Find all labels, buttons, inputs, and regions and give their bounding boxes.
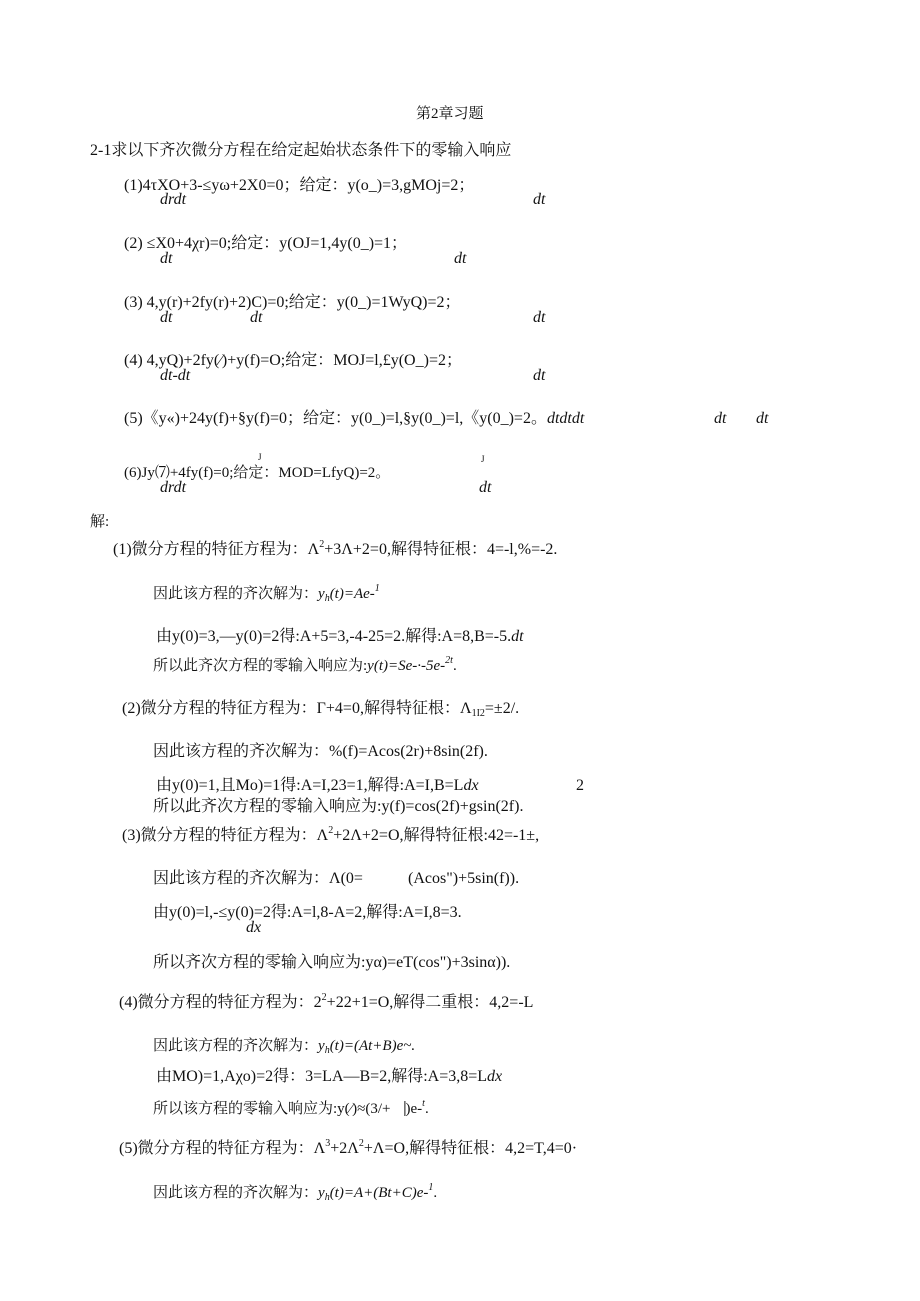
- solution-5-homogeneous: [153, 1183, 437, 1203]
- solution-1-initial-derivative: dt: [511, 628, 524, 645]
- solution-3-response: 所以齐次方程的零输入响应为:yα)=eT(cos")+3sinα)).: [153, 954, 511, 971]
- solution-1-text-2: +3Λ+2=0,解得特征根：4=-l,%=-2.: [324, 541, 558, 558]
- solution-2-number: 2: [576, 777, 584, 794]
- solution-1-initial-text: 由y(0)=3,—y(0)=2得:A+5=3,-4-25=2.解得:A=8,B=-5.: [156, 628, 512, 645]
- solution-4-homogeneous-eq-2: (t)=(At+B)e~.: [329, 1038, 416, 1054]
- solution-4-homogeneous-text: 因此该方程的齐次解为：: [153, 1038, 319, 1054]
- solution-4-response: [153, 1099, 429, 1119]
- problem-4-derivative-2: dt: [533, 367, 546, 384]
- problem-1: (1)4τXO+3-≤yω+2X0=0；给定：y(o_)=3,gMOj=2；: [124, 177, 475, 194]
- solution-1-text: (1)微分方程的特征方程为：Λ: [113, 541, 320, 558]
- solution-5-exponent: 3: [325, 1138, 331, 1149]
- solution-label: 解:: [90, 514, 110, 530]
- solution-4-response-sup: t: [422, 1098, 425, 1109]
- problem-6: (6)Jy⑺+4fy(f)=0;给定：MOD=LfyQ)=2。: [124, 465, 391, 481]
- problem-6-derivative: drdt: [160, 479, 187, 496]
- solution-1-homogeneous-eq-2: (t)=Ae-: [329, 586, 375, 602]
- problem-3-derivative-2: dt: [250, 309, 263, 326]
- problem-5-derivative-2: dt: [714, 410, 727, 427]
- solution-1-initial: [156, 627, 524, 647]
- solution-3-homogeneous-2: (Acos")+5sin(f)).: [408, 870, 520, 887]
- solution-5-text-2: +2Λ: [330, 1140, 359, 1157]
- solution-1-characteristic: [113, 540, 557, 560]
- solution-4-initial-text: 由MO)=1,Aχo)=2得：3=LA—B=2,解得:A=3,8=L: [156, 1068, 488, 1085]
- problem-2: (2) ≤X0+4χr)=0;给定：y(OJ=1,4y(0_)=1；: [124, 235, 408, 252]
- solution-1-homogeneous-sup: 1: [374, 583, 380, 594]
- solution-1-homogeneous-text: 因此该方程的齐次解为：: [153, 586, 319, 602]
- problem-6-mark: J: [258, 452, 262, 462]
- problem-1-derivative: drdt: [160, 191, 187, 208]
- solution-4-initial-derivative: dx: [487, 1068, 503, 1085]
- solution-1-response-sup: 2t: [445, 655, 453, 666]
- solution-1-homogeneous: [153, 584, 380, 604]
- solution-4-characteristic: [119, 993, 533, 1013]
- problem-5-derivatives: dtdtdt: [546, 410, 585, 427]
- solution-4-exponent: 2: [321, 992, 327, 1003]
- solution-5-homogeneous-sup: 1: [428, 1182, 434, 1193]
- solution-2-text: (2)微分方程的特征方程为：Γ+4=0,解得特征根：Λ: [122, 700, 472, 717]
- solution-2-text-2: =±2/.: [484, 700, 520, 717]
- solution-1-exponent: 2: [319, 539, 325, 550]
- problem-5-text: (5)《y«)+24y(f)+§y(f)=0；给定：y(0_)=l,§y(0_)=l,《y(0_)=2。: [124, 410, 547, 427]
- problem-2-derivative: dt: [160, 250, 173, 267]
- solution-3-exponent: 2: [328, 825, 334, 836]
- solution-5-text: (5)微分方程的特征方程为：Λ: [119, 1140, 326, 1157]
- problem-heading: 2-1求以下齐次微分方程在给定起始状态条件下的零输入响应: [90, 142, 512, 159]
- problem-2-derivative-2: dt: [454, 250, 467, 267]
- problem-3: (3) 4,y(r)+2fy(r)+2)C)=0;给定：y(0_)=1WyQ)=2；: [124, 294, 461, 311]
- solution-2-characteristic: [122, 699, 519, 719]
- problem-4: (4) 4,yQ)+2fy(⁄)+y(f)=O;给定：MOJ=l,£y(O_)=2；: [124, 352, 462, 369]
- solution-5-homogeneous-eq-2: (t)=A+(Bt+C)e-: [329, 1185, 429, 1201]
- problem-3-derivative-3: dt: [533, 309, 546, 326]
- problem-6-mark-2: J: [481, 454, 485, 464]
- solution-3-derivative: dx: [246, 919, 262, 936]
- problem-4-derivative: dt-dt: [160, 367, 191, 384]
- solution-5-characteristic: [119, 1139, 577, 1159]
- solution-3-text-2: +2Λ+2=O,解得特征根:42=-1±,: [333, 827, 540, 844]
- solution-4-text: (4)微分方程的特征方程为：2: [119, 994, 322, 1011]
- solution-5-homogeneous-sub: h: [324, 1192, 330, 1203]
- solution-2-initial: [156, 776, 479, 796]
- solution-2-initial-derivative: dx: [463, 777, 479, 794]
- solution-3-characteristic: [122, 826, 539, 846]
- solution-4-text-2: +22+1=O,解得二重根：4,2=-L: [326, 994, 534, 1011]
- solution-1-response-eq: y(t)=Se-·-5e-: [367, 658, 446, 674]
- solution-2-subscript: 1I2: [471, 708, 485, 719]
- solution-2-homogeneous: 因此该方程的齐次解为：%(f)=Acos(2r)+8sin(2f).: [153, 743, 488, 760]
- solution-2-initial-text: 由y(0)=1,且Mo)=1得:A=I,23=1,解得:A=I,B=L: [156, 777, 464, 794]
- solution-5-exponent-2: 2: [358, 1138, 364, 1149]
- solution-2-response: 所以此齐次方程的零输入响应为:y(f)=cos(2f)+gsin(2f).: [153, 798, 524, 815]
- solution-4-response-text: 所以该方程的零输入响应为:y(⁄)≈(3/+⎹)e-: [153, 1101, 423, 1117]
- solution-5-text-3: +Λ=O,解得特征根：4,2=T,4=0·: [363, 1140, 578, 1157]
- solution-4-initial: [156, 1067, 502, 1087]
- solution-3-initial: 由y(0)=l,-≤y(0)=2得:A=l,8-A=2,解得:A=I,8=3.: [153, 904, 462, 921]
- solution-4-homogeneous-sub: h: [324, 1045, 330, 1056]
- problem-5-derivative-3: dt: [756, 410, 769, 427]
- solution-1-response-end: .: [452, 658, 457, 674]
- solution-5-homogeneous-text: 因此该方程的齐次解为：: [153, 1185, 319, 1201]
- problem-1-derivative-2: dt: [533, 191, 546, 208]
- problem-5: [124, 409, 584, 429]
- solution-1-response: [153, 656, 457, 676]
- solution-1-response-text: 所以此齐次方程的零输入响应为:: [153, 658, 368, 674]
- solution-5-homogeneous-eq: y: [318, 1185, 325, 1201]
- solution-4-response-end: .: [424, 1101, 429, 1117]
- problem-3-derivative: dt: [160, 309, 173, 326]
- page-title: 第2章习题: [416, 106, 484, 122]
- solution-1-homogeneous-sub: h: [324, 593, 330, 604]
- solution-4-homogeneous-eq: y: [318, 1038, 325, 1054]
- solution-5-homogeneous-end: .: [433, 1185, 438, 1201]
- solution-3-homogeneous: 因此该方程的齐次解为：Λ(0=: [153, 870, 363, 887]
- problem-6-derivative-2: dt: [479, 479, 492, 496]
- solution-4-homogeneous: [153, 1036, 415, 1056]
- solution-3-text: (3)微分方程的特征方程为：Λ: [122, 827, 329, 844]
- solution-1-homogeneous-eq: y: [318, 586, 325, 602]
